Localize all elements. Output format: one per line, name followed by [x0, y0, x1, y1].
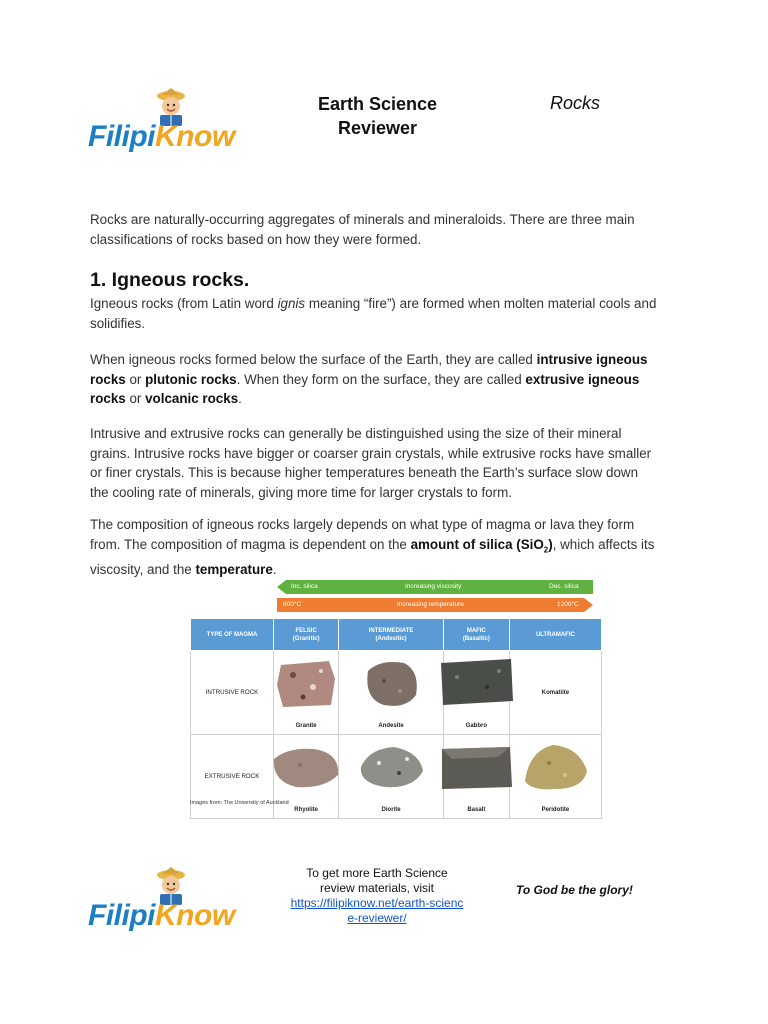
increasing-temperature-label: Increasing temperature	[397, 601, 464, 608]
igneous-rock-classification-figure	[185, 578, 605, 818]
table-header-row	[191, 619, 602, 651]
p4-text-e: viscosity, and the	[90, 561, 196, 577]
p3-line3: or finer crystals. This is because higher temperatures beneath the Earth’s surface slow down	[90, 465, 639, 480]
p1-text-a: Igneous rocks (from Latin word	[90, 296, 278, 311]
col-label: TYPE OF MAGMA	[206, 631, 258, 638]
p2-rocks2: rocks	[90, 391, 126, 406]
rock-name: Basalt	[467, 807, 486, 813]
closing-line: To God be the glory!	[516, 883, 633, 897]
rock-cell	[443, 735, 509, 819]
col-intermediate	[339, 619, 444, 651]
rhyolite-image	[270, 741, 342, 793]
rock-name: Rhyolite	[294, 807, 318, 813]
p3-line4: the cooling rate of minerals, giving more time for larger crystals to form.	[90, 484, 512, 500]
link-line1: https://filipiknow.net/earth-scienc	[290, 896, 464, 910]
p2-intrusive: intrusive igneous	[536, 352, 648, 367]
col-label: MAFIC	[466, 627, 486, 634]
p4-temperature: temperature	[195, 561, 273, 577]
increasing-viscosity-label: Increasing viscosity	[405, 583, 462, 590]
earth-science-reviewer-link[interactable]	[291, 896, 464, 925]
rock-name: Gabbro	[465, 723, 488, 729]
topic-label: Rocks	[550, 93, 601, 113]
igneous-definition-paragraph	[90, 294, 680, 333]
section-heading: 1. Igneous rocks.	[90, 269, 250, 291]
col-mafic	[443, 619, 509, 651]
intro-line2: classifications of rocks based on how they were formed.	[90, 231, 422, 247]
intro-paragraph	[90, 210, 680, 249]
basalt-image	[438, 741, 514, 793]
p1-ignis: ignis	[277, 296, 306, 311]
intro-line1: Rocks are naturally-occurring aggregates of minerals and mineraloids. There are three main	[90, 212, 635, 227]
logo-text-part2: Know	[155, 120, 235, 153]
viscosity-arrow	[277, 580, 593, 594]
col-type-of-magma	[191, 619, 274, 651]
p2-plutonic: plutonic rocks	[145, 371, 237, 387]
dec-silica-label: Dec. silica	[549, 583, 579, 590]
composition-paragraph	[90, 515, 680, 579]
logo-text-part2: Know	[155, 899, 235, 932]
p3-line1: Intrusive and extrusive rocks can generally be distinguished using the size of their mineral	[90, 426, 622, 441]
link-line2: e-reviewer/	[347, 911, 407, 925]
p4-text-d: , which affects its	[552, 536, 655, 552]
p1-text-c: meaning “fire”) are formed when molten material cools and	[305, 296, 657, 311]
p2-text-f: . When they form on the surface, they are called	[236, 371, 526, 387]
title-line1: Earth Science	[317, 94, 438, 114]
rock-type-table	[190, 618, 602, 819]
p4-paren: )	[548, 536, 553, 552]
rock-name: Peridotite	[541, 807, 570, 813]
row-label-intrusive: INTRUSIVE ROCK	[191, 651, 274, 735]
inc-silica-label: Inc. silica	[291, 583, 318, 590]
col-sublabel: (Granitic)	[292, 635, 320, 642]
rock-name: Andesite	[378, 723, 404, 729]
footer-line2: review materials, visit	[319, 881, 435, 895]
diorite-image	[355, 741, 427, 793]
temperature-arrow	[277, 598, 593, 612]
temp-600-label: 600°C	[283, 601, 302, 608]
p2-volcanic: volcanic rocks	[145, 391, 239, 406]
p2-or1: or	[125, 371, 146, 387]
p4-period: .	[272, 561, 277, 577]
rock-cell	[509, 735, 601, 819]
grain-size-paragraph	[90, 424, 680, 502]
col-label: INTERMEDIATE	[368, 627, 414, 634]
rock-name: Komatiite	[541, 689, 570, 696]
peridotite-image	[519, 741, 591, 793]
p4-text-a: from. The composition of magma is dependent on the	[90, 536, 411, 552]
p2-or2: or	[125, 391, 146, 406]
col-sublabel: (Basaltic)	[462, 635, 490, 642]
col-sublabel: (Andesitic)	[375, 635, 407, 642]
andesite-image	[360, 657, 422, 709]
footer-note	[286, 866, 468, 926]
granite-image	[275, 657, 337, 709]
p2-period: .	[238, 391, 242, 406]
rock-cell	[443, 651, 509, 735]
rock-name: Granite	[295, 723, 317, 729]
document-title	[300, 92, 455, 140]
footer-line1: To get more Earth Science	[306, 866, 448, 880]
p4-silica: amount of silica (SiO	[410, 536, 544, 552]
logo-text-part1: Filipi	[88, 120, 155, 153]
rock-cell	[509, 651, 601, 735]
filipiknow-footer-logo	[86, 865, 266, 935]
gabbro-image	[437, 657, 515, 709]
p2-rocks1: rocks	[90, 371, 126, 387]
col-felsic	[274, 619, 339, 651]
rock-name: Diorite	[381, 807, 401, 813]
table-row-intrusive	[191, 651, 602, 735]
rock-cell	[274, 651, 339, 735]
row-label-extrusive: EXTRUSIVE ROCK	[191, 735, 274, 819]
rock-cell	[339, 651, 444, 735]
title-line2: Reviewer	[337, 118, 418, 138]
col-ultramafic	[509, 619, 601, 651]
rock-cell	[339, 735, 444, 819]
logo-text-part1: Filipi	[88, 899, 155, 932]
intrusive-extrusive-paragraph	[90, 350, 680, 409]
p4-line1: The composition of igneous rocks largely depends on what type of magma or lava they form	[90, 517, 635, 532]
filipiknow-logo	[86, 86, 266, 156]
image-credit: Images from: The University of Auckland	[190, 800, 289, 806]
temp-1200-label: 1200°C	[557, 601, 579, 608]
p1-text-d: solidifies.	[90, 315, 146, 331]
p2-extrusive: extrusive igneous	[525, 371, 640, 387]
col-label: ULTRAMAFIC	[535, 631, 575, 638]
p3-line2: grains. Intrusive rocks have bigger or coarser grain crystals, while extrusive rocks have smaller	[90, 445, 652, 461]
col-label: FELSIC	[295, 627, 317, 634]
p2-text-a: When igneous rocks formed below the surface of the Earth, they are called	[90, 352, 537, 367]
p4-sub2: 2	[543, 545, 549, 555]
